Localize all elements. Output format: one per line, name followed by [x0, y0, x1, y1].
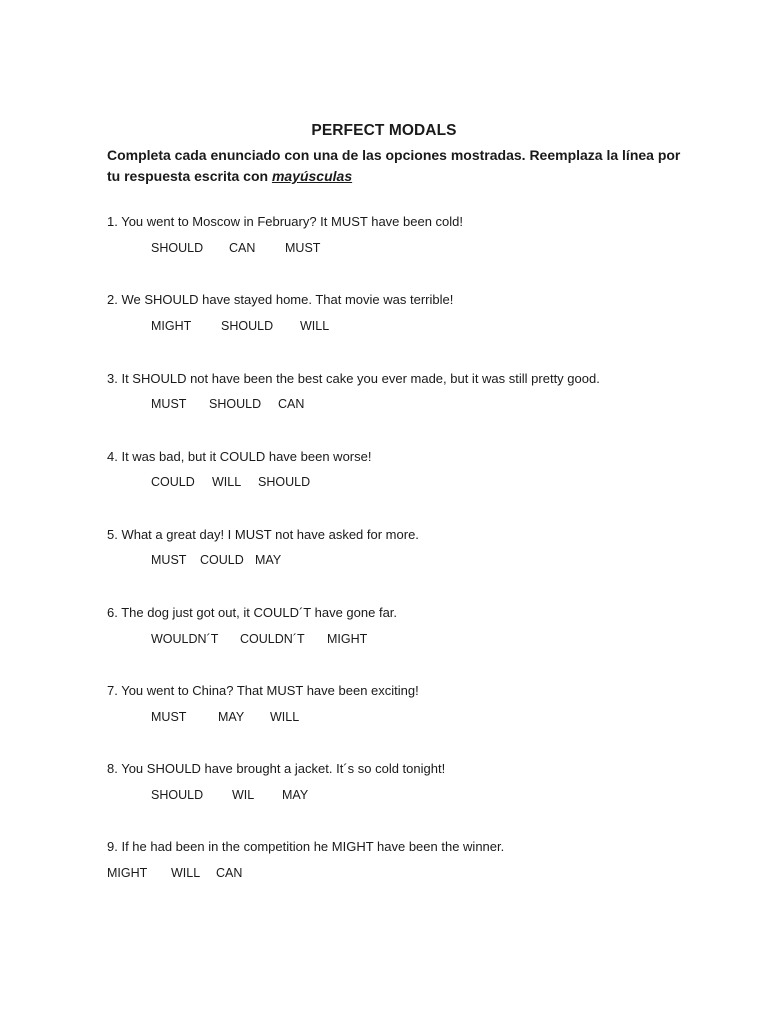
- option: SHOULD: [221, 319, 274, 333]
- question-3: 3. It SHOULD not have been the best cake you ever made, but it was still pretty good.: [107, 371, 600, 386]
- option: SHOULD: [258, 475, 311, 489]
- option: SHOULD: [151, 241, 204, 255]
- option: CAN: [278, 397, 305, 411]
- option: WIL: [232, 788, 255, 802]
- option: WOULDN´T: [151, 632, 219, 646]
- option: WILL: [171, 866, 201, 880]
- question-4: 4. It was bad, but it COULD have been worse!: [107, 449, 372, 464]
- option: MIGHT: [107, 866, 148, 880]
- option: COULD: [151, 475, 195, 489]
- option: MIGHT: [327, 632, 368, 646]
- option: MUST: [285, 241, 321, 255]
- option: COULDN´T: [240, 632, 305, 646]
- option: WILL: [270, 710, 300, 724]
- instructions-emphasis: mayúsculas: [271, 168, 353, 184]
- option: MUST: [151, 553, 187, 567]
- option: MAY: [255, 553, 282, 567]
- option: SHOULD: [209, 397, 262, 411]
- option: MIGHT: [151, 319, 192, 333]
- question-5: 5. What a great day! I MUST not have asked for more.: [107, 527, 419, 542]
- question-6: 6. The dog just got out, it COULD´T have gone far.: [107, 605, 398, 620]
- option: WILL: [212, 475, 242, 489]
- question-9: 9. If he had been in the competition he MIGHT have been the winner.: [107, 839, 505, 854]
- option: CAN: [216, 866, 243, 880]
- option: COULD: [200, 553, 244, 567]
- instructions: [107, 145, 687, 187]
- instructions-text: Completa cada enunciado con una de las opciones mostradas. Reemplaza la línea por tu respuesta escrita con: [107, 147, 681, 184]
- option: MAY: [218, 710, 245, 724]
- option: MUST: [151, 710, 187, 724]
- page-title: PERFECT MODALS: [311, 122, 457, 139]
- option: WILL: [300, 319, 330, 333]
- question-8: 8. You SHOULD have brought a jacket. It´s so cold tonight!: [107, 761, 446, 776]
- option: MAY: [282, 788, 309, 802]
- question-7: 7. You went to China? That MUST have been exciting!: [107, 683, 419, 698]
- option: MUST: [151, 397, 187, 411]
- question-1: 1. You went to Moscow in February? It MUST have been cold!: [107, 214, 464, 229]
- question-2: 2. We SHOULD have stayed home. That movie was terrible!: [107, 292, 454, 307]
- option: SHOULD: [151, 788, 204, 802]
- option: CAN: [229, 241, 256, 255]
